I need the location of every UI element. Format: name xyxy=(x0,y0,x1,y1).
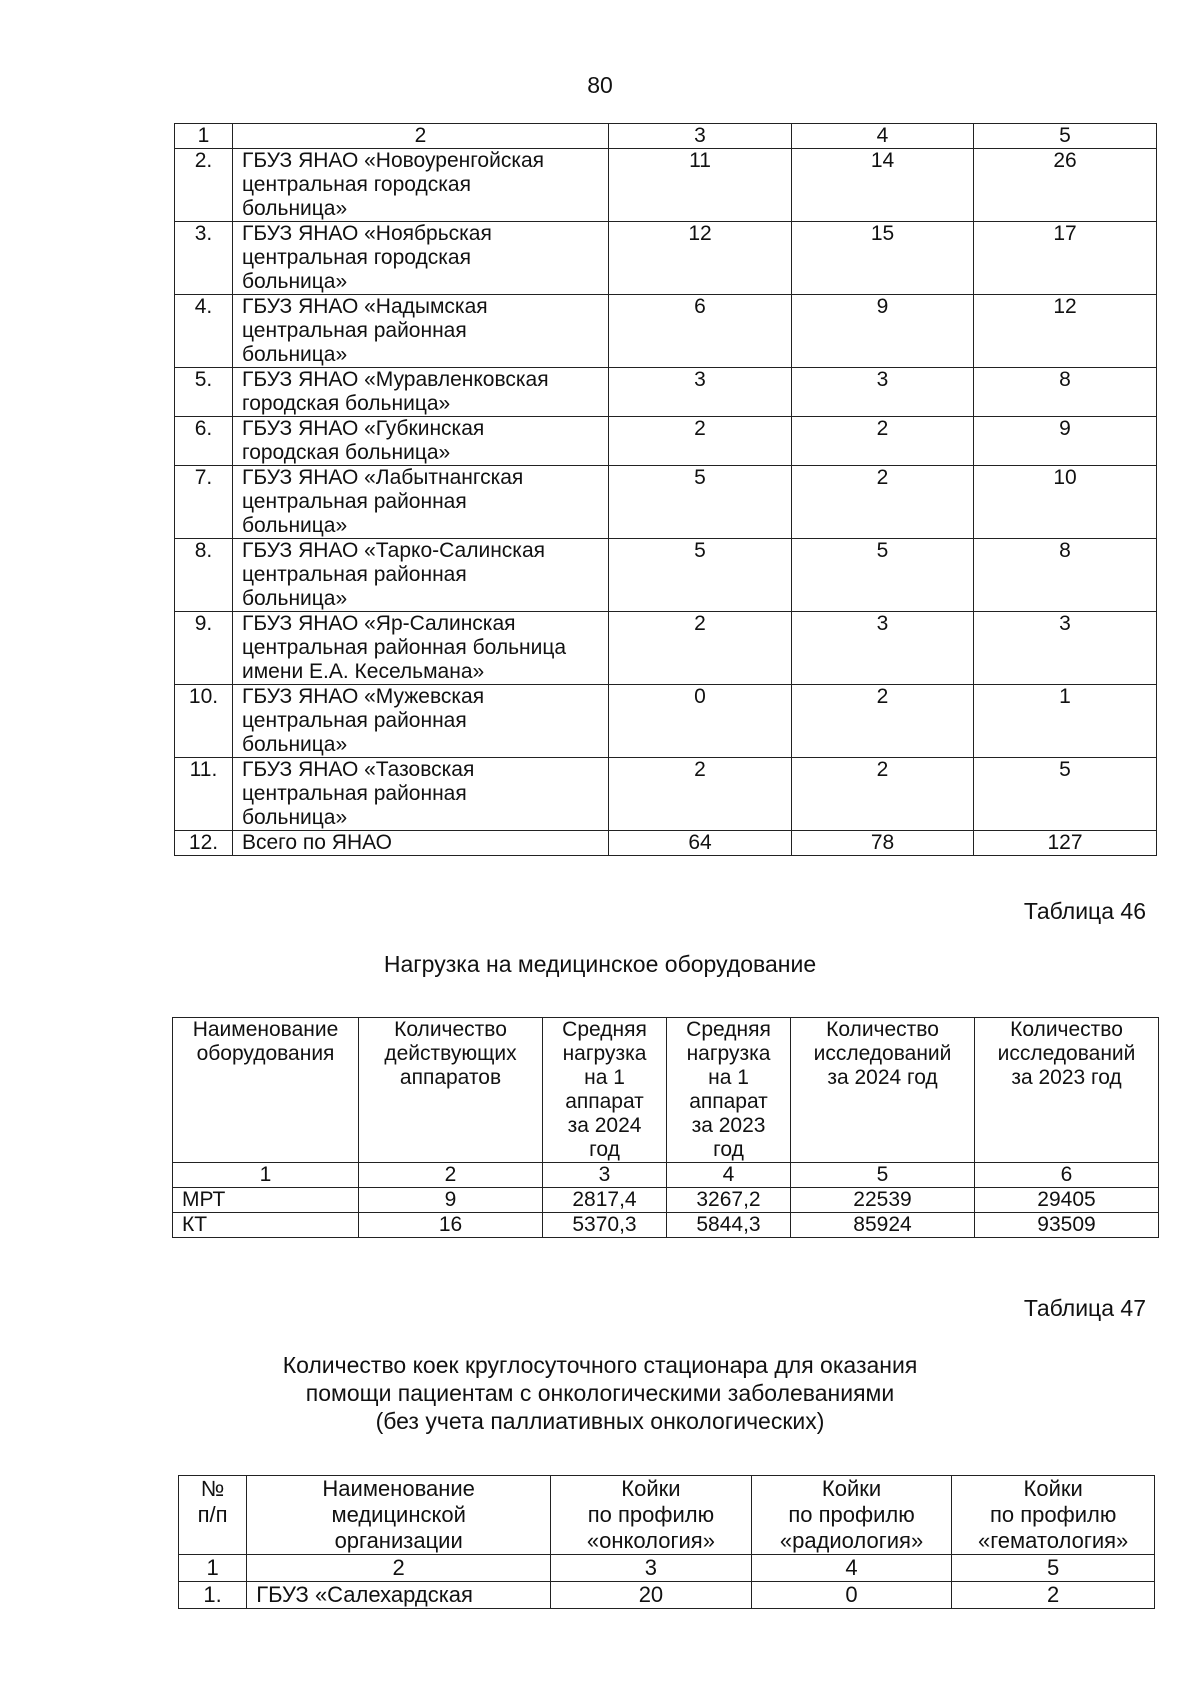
value-cell: 5844,3 xyxy=(667,1213,791,1238)
value-cell: 3 xyxy=(792,368,974,417)
table-47-caption: Таблица 47 xyxy=(1023,1295,1146,1321)
row-number: 1. xyxy=(179,1582,247,1609)
table-46-caption: Таблица 46 xyxy=(1023,898,1146,924)
value-cell: 3 xyxy=(792,612,974,685)
row-number: 8. xyxy=(175,539,233,612)
row-number: 2. xyxy=(175,149,233,222)
value-cell: 22539 xyxy=(791,1188,975,1213)
table-row xyxy=(173,1188,1159,1213)
column-header: Средняя нагрузка на 1 аппарат за 2023 год xyxy=(667,1018,791,1163)
value-cell: 3267,2 xyxy=(667,1188,791,1213)
column-number: 2 xyxy=(233,124,609,149)
value-cell: 0 xyxy=(609,685,792,758)
row-number: 5. xyxy=(175,368,233,417)
organization-name: ГБУЗ ЯНАО «Тарко-Салинская центральная районная больница» xyxy=(233,539,609,612)
value-cell: 2 xyxy=(609,758,792,831)
column-number: 6 xyxy=(975,1163,1159,1188)
column-number: 3 xyxy=(609,124,792,149)
table-row xyxy=(175,685,1157,758)
table-row xyxy=(175,222,1157,295)
column-number: 3 xyxy=(543,1163,667,1188)
value-cell: 2 xyxy=(609,417,792,466)
table-row xyxy=(175,149,1157,222)
value-cell: 29405 xyxy=(975,1188,1159,1213)
row-number: 6. xyxy=(175,417,233,466)
value-cell: 85924 xyxy=(791,1213,975,1238)
column-header: Средняя нагрузка на 1 аппарат за 2024 год xyxy=(543,1018,667,1163)
row-number: 10. xyxy=(175,685,233,758)
equipment-name: КТ xyxy=(173,1213,359,1238)
value-cell: 5 xyxy=(609,539,792,612)
table-row xyxy=(175,295,1157,368)
organization-name: ГБУЗ ЯНАО «Яр-Салинская центральная районная больница имени Е.А. Кесельмана» xyxy=(233,612,609,685)
column-header: Количество действующих аппаратов xyxy=(359,1018,543,1163)
row-number: 3. xyxy=(175,222,233,295)
column-number: 2 xyxy=(359,1163,543,1188)
column-number: 1 xyxy=(179,1555,247,1582)
table-46-title: Нагрузка на медицинское оборудование xyxy=(383,951,817,977)
organization-name: ГБУЗ ЯНАО «Мужевская центральная районная больница» xyxy=(233,685,609,758)
value-cell: 5 xyxy=(792,539,974,612)
value-cell: 2817,4 xyxy=(543,1188,667,1213)
row-number: 4. xyxy=(175,295,233,368)
value-cell: 3 xyxy=(609,368,792,417)
equipment-load-table xyxy=(172,1017,1159,1238)
table-47-title: Количество коек круглосуточного стационара для оказания помощи пациентам с онкологическими заболеваниями (без учета паллиативных онкологических) xyxy=(282,1352,918,1434)
value-cell: 5 xyxy=(609,466,792,539)
value-cell: 15 xyxy=(792,222,974,295)
table-column-numbers-row xyxy=(175,124,1157,149)
value-cell: 9 xyxy=(792,295,974,368)
value-cell: 78 xyxy=(792,831,974,856)
organization-name: ГБУЗ ЯНАО «Надымская центральная районная больница» xyxy=(233,295,609,368)
table-header-row xyxy=(173,1018,1159,1163)
table-row xyxy=(175,417,1157,466)
organization-name: ГБУЗ ЯНАО «Муравленковская городская больница» xyxy=(233,368,609,417)
value-cell: 2 xyxy=(792,685,974,758)
column-number: 5 xyxy=(974,124,1157,149)
column-header: № п/п xyxy=(179,1476,247,1555)
column-header: Наименование медицинской организации xyxy=(247,1476,551,1555)
table-column-numbers-row xyxy=(173,1163,1159,1188)
value-cell: 9 xyxy=(974,417,1157,466)
organization-name: ГБУЗ ЯНАО «Ноябрьская центральная городская больница» xyxy=(233,222,609,295)
oncology-beds-table xyxy=(178,1475,1155,1609)
value-cell: 2 xyxy=(792,758,974,831)
column-number: 4 xyxy=(751,1555,952,1582)
value-cell: 16 xyxy=(359,1213,543,1238)
value-cell: 8 xyxy=(974,368,1157,417)
table-header-row xyxy=(179,1476,1155,1555)
table-row xyxy=(179,1582,1155,1609)
table-total-row xyxy=(175,831,1157,856)
value-cell: 0 xyxy=(751,1582,952,1609)
equipment-name: МРТ xyxy=(173,1188,359,1213)
value-cell: 5370,3 xyxy=(543,1213,667,1238)
value-cell: 2 xyxy=(792,417,974,466)
value-cell: 8 xyxy=(974,539,1157,612)
column-number: 5 xyxy=(952,1555,1155,1582)
column-number: 3 xyxy=(551,1555,752,1582)
table-row xyxy=(173,1213,1159,1238)
column-number: 1 xyxy=(175,124,233,149)
equipment-count-table xyxy=(174,123,1157,856)
column-header: Койки по профилю «радиология» xyxy=(751,1476,952,1555)
value-cell: 12 xyxy=(974,295,1157,368)
organization-name: ГБУЗ «Салехардская xyxy=(247,1582,551,1609)
value-cell: 1 xyxy=(974,685,1157,758)
column-number: 2 xyxy=(247,1555,551,1582)
organization-name: ГБУЗ ЯНАО «Тазовская центральная районная больница» xyxy=(233,758,609,831)
column-number: 4 xyxy=(667,1163,791,1188)
row-number: 7. xyxy=(175,466,233,539)
organization-name: ГБУЗ ЯНАО «Новоуренгойская центральная городская больница» xyxy=(233,149,609,222)
value-cell: 26 xyxy=(974,149,1157,222)
table-row xyxy=(175,612,1157,685)
value-cell: 93509 xyxy=(975,1213,1159,1238)
value-cell: 2 xyxy=(792,466,974,539)
value-cell: 2 xyxy=(609,612,792,685)
column-header: Количество исследований за 2023 год xyxy=(975,1018,1159,1163)
value-cell: 9 xyxy=(359,1188,543,1213)
value-cell: 11 xyxy=(609,149,792,222)
column-number: 5 xyxy=(791,1163,975,1188)
row-number: 11. xyxy=(175,758,233,831)
organization-name: ГБУЗ ЯНАО «Губкинская городская больница» xyxy=(233,417,609,466)
value-cell: 5 xyxy=(974,758,1157,831)
value-cell: 12 xyxy=(609,222,792,295)
table-row xyxy=(175,368,1157,417)
organization-name: Всего по ЯНАО xyxy=(233,831,609,856)
column-number: 4 xyxy=(792,124,974,149)
row-number: 12. xyxy=(175,831,233,856)
value-cell: 127 xyxy=(974,831,1157,856)
table-column-numbers-row xyxy=(179,1555,1155,1582)
column-header: Койки по профилю «онкология» xyxy=(551,1476,752,1555)
value-cell: 20 xyxy=(551,1582,752,1609)
table-row xyxy=(175,539,1157,612)
column-header: Наименование оборудования xyxy=(173,1018,359,1163)
column-header: Койки по профилю «гематология» xyxy=(952,1476,1155,1555)
value-cell: 17 xyxy=(974,222,1157,295)
value-cell: 6 xyxy=(609,295,792,368)
value-cell: 2 xyxy=(952,1582,1155,1609)
value-cell: 10 xyxy=(974,466,1157,539)
value-cell: 14 xyxy=(792,149,974,222)
table-row xyxy=(175,466,1157,539)
column-number: 1 xyxy=(173,1163,359,1188)
column-header: Количество исследований за 2024 год xyxy=(791,1018,975,1163)
organization-name: ГБУЗ ЯНАО «Лабытнангская центральная районная больница» xyxy=(233,466,609,539)
value-cell: 3 xyxy=(974,612,1157,685)
table-row xyxy=(175,758,1157,831)
value-cell: 64 xyxy=(609,831,792,856)
row-number: 9. xyxy=(175,612,233,685)
page-number: 80 xyxy=(587,72,613,98)
